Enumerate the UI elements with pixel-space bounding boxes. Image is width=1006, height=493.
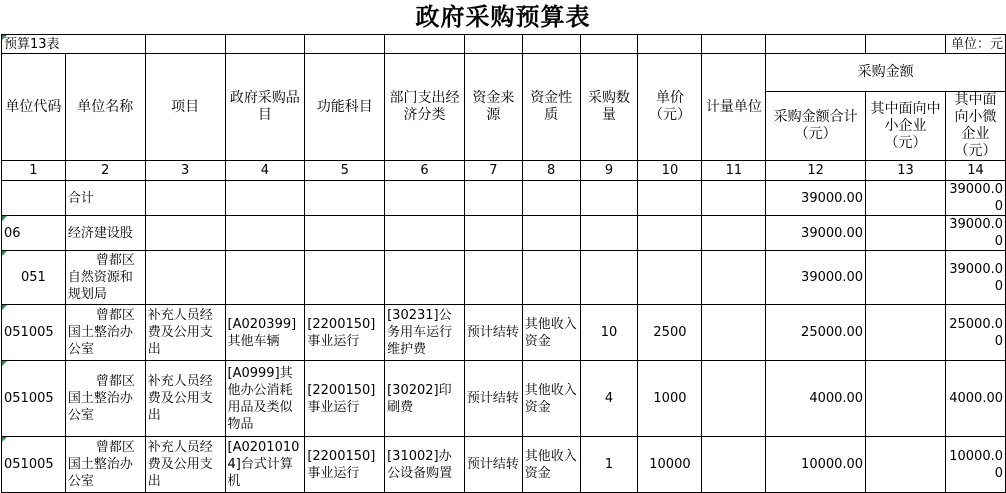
header-amount-micro: 其中面向小微企业（元） bbox=[945, 92, 1005, 161]
header-economic-class: 部门支出经济分类 bbox=[385, 54, 465, 161]
cell-fund-source bbox=[464, 216, 522, 251]
cell-procurement-item: [A0999]其他办公消耗用品及类似物品 bbox=[225, 361, 305, 437]
cell-amount-sme bbox=[866, 361, 946, 437]
cell-amount-total: 25000.00 bbox=[766, 305, 866, 361]
cell-amount-micro: 10000.00 bbox=[945, 437, 1005, 493]
cell-measure-unit bbox=[702, 251, 766, 305]
cell-function-subject bbox=[305, 181, 385, 216]
cell-amount-total: 39000.00 bbox=[766, 251, 866, 305]
cell-economic-class: [30231]公务用车运行维护费 bbox=[385, 305, 465, 361]
header-procurement-item: 政府采购品目 bbox=[225, 54, 305, 161]
cell-amount-micro: 39000.00 bbox=[945, 216, 1005, 251]
cell-economic-class: [30202]印刷费 bbox=[385, 361, 465, 437]
cell-fund-source bbox=[464, 251, 522, 305]
header-unit-price: 单价（元） bbox=[638, 54, 702, 161]
cell-fund-nature: 其他收入资金 bbox=[522, 437, 580, 493]
cell-unit-price: 1000 bbox=[638, 361, 702, 437]
cell-procurement-item: [A02010104]台式计算机 bbox=[225, 437, 305, 493]
header-fund-nature: 资金性质 bbox=[522, 54, 580, 161]
cell-amount-micro: 4000.00 bbox=[945, 361, 1005, 437]
cell-amount-micro: 39000.00 bbox=[945, 181, 1005, 216]
cell-amount-total: 10000.00 bbox=[766, 437, 866, 493]
col-number: 9 bbox=[580, 161, 638, 181]
col-number: 11 bbox=[702, 161, 766, 181]
cell-fund-nature bbox=[522, 181, 580, 216]
col-number: 7 bbox=[464, 161, 522, 181]
cell-function-subject bbox=[305, 216, 385, 251]
cell-unit-name: 曾都区自然资源和规划局 bbox=[65, 251, 145, 305]
cell-function-subject: [2200150]事业运行 bbox=[305, 437, 385, 493]
cell-unit-name: 合计 bbox=[65, 181, 145, 216]
cell-fund-nature bbox=[522, 216, 580, 251]
cell-unit-price bbox=[638, 181, 702, 216]
procurement-budget-table bbox=[1, 34, 1006, 493]
cell-procurement-item bbox=[225, 216, 305, 251]
cell-fund-source: 预计结转 bbox=[464, 305, 522, 361]
cell-unit-name: 曾都区国土整治办公室 bbox=[65, 361, 145, 437]
table-row bbox=[2, 181, 1006, 216]
cell-function-subject bbox=[305, 251, 385, 305]
unit-label: 单位：元 bbox=[945, 35, 1005, 54]
cell-quantity: 4 bbox=[580, 361, 638, 437]
cell-unit-code: 051005 bbox=[2, 361, 66, 437]
col-number: 8 bbox=[522, 161, 580, 181]
cell-fund-source: 预计结转 bbox=[464, 437, 522, 493]
cell-function-subject: [2200150]事业运行 bbox=[305, 305, 385, 361]
col-number: 2 bbox=[65, 161, 145, 181]
cell-fund-source: 预计结转 bbox=[464, 361, 522, 437]
cell-unit-code: 051005 bbox=[2, 305, 66, 361]
cell-measure-unit bbox=[702, 181, 766, 216]
cell-measure-unit bbox=[702, 361, 766, 437]
cell-project: 补充人员经费及公用支出 bbox=[145, 305, 225, 361]
cell-economic-class: [31002]办公设备购置 bbox=[385, 437, 465, 493]
cell-amount-total: 4000.00 bbox=[766, 361, 866, 437]
table-row bbox=[2, 437, 1006, 493]
cell-project bbox=[145, 216, 225, 251]
cell-measure-unit bbox=[702, 216, 766, 251]
cell-quantity: 10 bbox=[580, 305, 638, 361]
table-id-label: 预算13表 bbox=[2, 35, 146, 54]
cell-amount-sme bbox=[866, 437, 946, 493]
cell-amount-micro: 39000.00 bbox=[945, 251, 1005, 305]
header-unit-name: 单位名称 bbox=[65, 54, 145, 161]
header-amount-group: 采购金额 bbox=[766, 54, 1006, 92]
cell-function-subject: [2200150]事业运行 bbox=[305, 361, 385, 437]
page-title: 政府采购预算表 bbox=[415, 3, 591, 31]
col-number: 3 bbox=[145, 161, 225, 181]
table-row bbox=[2, 305, 1006, 361]
cell-measure-unit bbox=[702, 305, 766, 361]
cell-procurement-item: [A020399]其他车辆 bbox=[225, 305, 305, 361]
col-number: 5 bbox=[305, 161, 385, 181]
cell-project bbox=[145, 181, 225, 216]
cell-project: 补充人员经费及公用支出 bbox=[145, 361, 225, 437]
cell-unit-code: 06 bbox=[2, 216, 66, 251]
cell-unit-code bbox=[2, 181, 66, 216]
col-number: 10 bbox=[638, 161, 702, 181]
cell-fund-source bbox=[464, 181, 522, 216]
header-amount-total: 采购金额合计（元） bbox=[766, 92, 866, 161]
table-row bbox=[2, 251, 1006, 305]
cell-unit-name: 经济建设股 bbox=[65, 216, 145, 251]
header-fund-source: 资金来源 bbox=[464, 54, 522, 161]
col-number: 13 bbox=[866, 161, 946, 181]
cell-measure-unit bbox=[702, 437, 766, 493]
header-project: 项目 bbox=[145, 54, 225, 161]
table-row bbox=[2, 216, 1006, 251]
cell-unit-name: 曾都区国土整治办公室 bbox=[65, 437, 145, 493]
table-row bbox=[2, 361, 1006, 437]
cell-procurement-item bbox=[225, 181, 305, 216]
cell-project: 补充人员经费及公用支出 bbox=[145, 437, 225, 493]
cell-fund-nature: 其他收入资金 bbox=[522, 305, 580, 361]
cell-amount-total: 39000.00 bbox=[766, 181, 866, 216]
cell-unit-code: 051 bbox=[2, 251, 66, 305]
cell-unit-code: 051005 bbox=[2, 437, 66, 493]
col-number: 1 bbox=[2, 161, 66, 181]
cell-amount-sme bbox=[866, 251, 946, 305]
cell-economic-class bbox=[385, 181, 465, 216]
cell-fund-nature bbox=[522, 251, 580, 305]
col-number: 4 bbox=[225, 161, 305, 181]
col-number: 12 bbox=[766, 161, 866, 181]
cell-amount-sme bbox=[866, 305, 946, 361]
cell-amount-micro: 25000.00 bbox=[945, 305, 1005, 361]
header-quantity: 采购数量 bbox=[580, 54, 638, 161]
header-amount-sme: 其中面向中小企业（元） bbox=[866, 92, 946, 161]
column-number-row bbox=[2, 161, 1006, 181]
cell-economic-class bbox=[385, 216, 465, 251]
cell-amount-total: 39000.00 bbox=[766, 216, 866, 251]
cell-amount-sme bbox=[866, 216, 946, 251]
cell-quantity bbox=[580, 216, 638, 251]
cell-unit-price: 10000 bbox=[638, 437, 702, 493]
header-function-subject: 功能科目 bbox=[305, 54, 385, 161]
col-number: 6 bbox=[385, 161, 465, 181]
cell-procurement-item bbox=[225, 251, 305, 305]
cell-project bbox=[145, 251, 225, 305]
header-measure-unit: 计量单位 bbox=[702, 54, 766, 161]
cell-fund-nature: 其他收入资金 bbox=[522, 361, 580, 437]
cell-unit-name: 曾都区国土整治办公室 bbox=[65, 305, 145, 361]
col-number: 14 bbox=[945, 161, 1005, 181]
cell-quantity bbox=[580, 251, 638, 305]
cell-unit-price: 2500 bbox=[638, 305, 702, 361]
header-unit-code: 单位代码 bbox=[2, 54, 66, 161]
cell-quantity: 1 bbox=[580, 437, 638, 493]
cell-quantity bbox=[580, 181, 638, 216]
cell-economic-class bbox=[385, 251, 465, 305]
cell-amount-sme bbox=[866, 181, 946, 216]
cell-unit-price bbox=[638, 251, 702, 305]
cell-unit-price bbox=[638, 216, 702, 251]
